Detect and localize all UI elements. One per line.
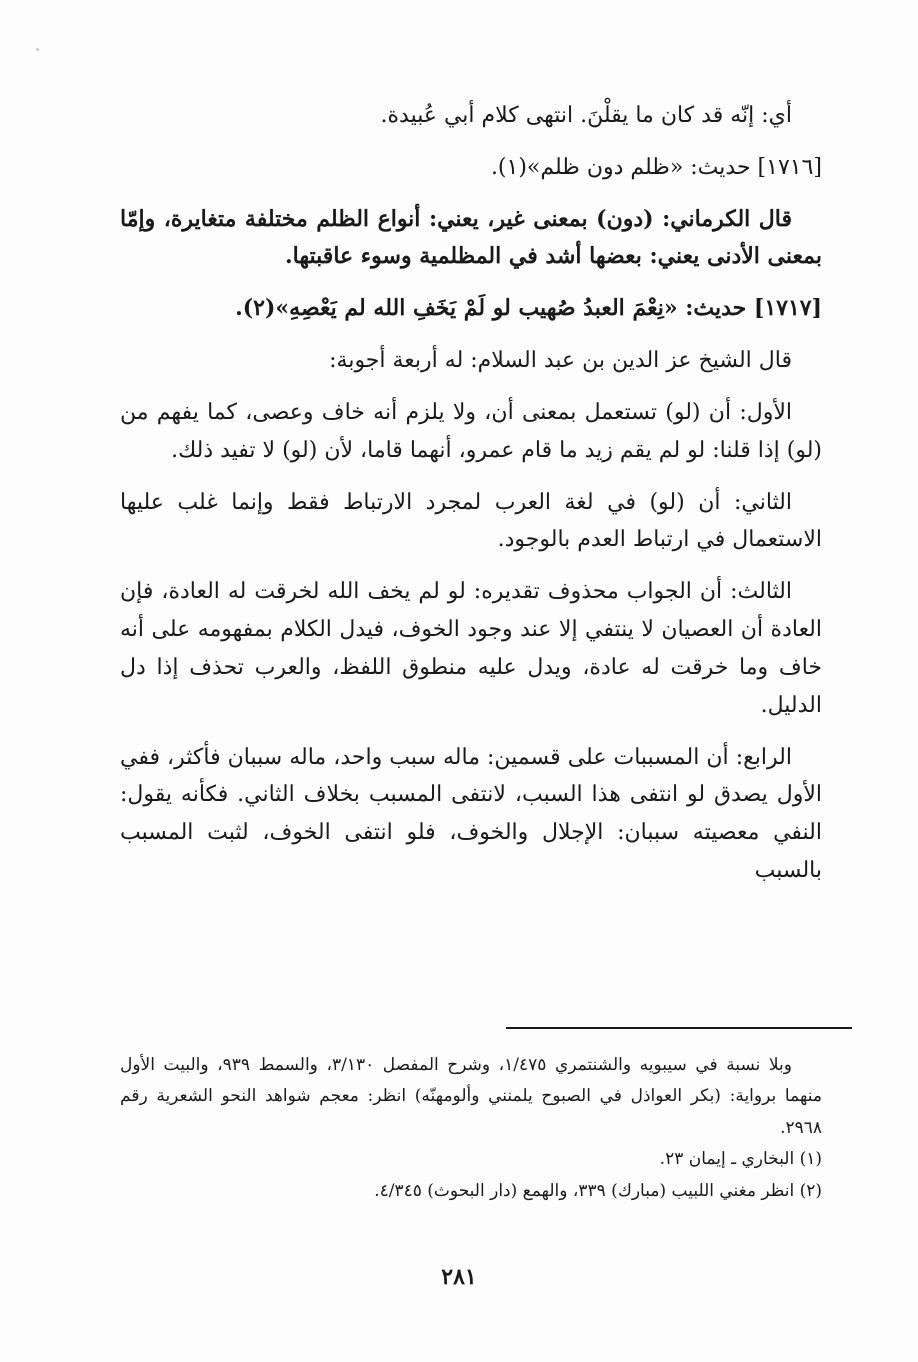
hadith-1716: [١٧١٦] حديث: «ظلم دون ظلم»(١). (490, 154, 822, 180)
paragraph-1: أي: إنّه قد كان ما يقلْنَ. انتهى كلام أبي عُبيدة. (380, 103, 792, 128)
footnote-divider (506, 1027, 852, 1029)
footnote-continued: وبلا نسبة في سيبويه والشنتمري ١/٤٧٥، وشرح المفصل ٣/١٣٠، والسمط ٩٣٩، والبيت الأول منهما برواية: (بكر العواذل في الصبوح يلمنني وألومهنّه) انظر: معجم شواهد النحو الشعرية رقم ٢٩٦٨. (120, 1055, 822, 1138)
answer-fourth: الرابع: أن المسببات على قسمين: ماله سبب واحد، ماله سببان فأكثر، ففي الأول يصدق لو انتفى هذا السبب، لانتفى المسبب بخلاف الثاني. فكأنه يقول: النفي معصيته سببان: الإجلال والخوف، فلو انتفى الخوف، لثبت المسبب بالسبب (120, 744, 822, 884)
footnote-1: (١) البخاري ـ إيمان ٢٣. (659, 1149, 822, 1170)
scan-speck (36, 48, 39, 51)
footnotes (120, 1050, 822, 1207)
paragraph-kirmani: قال الكرماني: (دون) بمعنى غير، يعني: أنواع الظلم مختلفة متغايرة، وإمّا بمعنى الأدنى يعني: بعضها أشد في المظلمية وسوء عاقبتها. (120, 205, 822, 270)
page-number: ٢٨١ (441, 1264, 477, 1290)
main-text (120, 97, 822, 890)
hadith-1717: [١٧١٧] حديث: «نِعْمَ العبدُ صُهيب لو لَمْ يَخَفِ الله لم يَعْصِهِ»(٢). (235, 295, 822, 322)
paragraph-izz-aldin: قال الشيخ عز الدين بن عبد السلام: له أربعة أجوبة: (329, 348, 792, 374)
footnote-2: (٢) انظر مغني اللبيب (مبارك) ٣٣٩، والهمع (دار البحوث) ٤/٣٤٥. (374, 1180, 822, 1201)
answer-third: الثالث: أن الجواب محذوف تقديره: لو لم يخف الله لخرقت له العادة، فإن العادة أن العصيان لا ينتفي إلا عند وجود الخوف، فيدل الكلام بمفهومه على أنه خاف وما خرقت له عادة، ويدل عليه منطوق اللفظ، والعرب تحذف إذا دل الدليل. (120, 579, 822, 718)
answer-second: الثاني: أن (لو) في لغة العرب لمجرد الارتباط فقط وإنما غلب عليها الاستعمال في ارتباط العدم بالوجود. (120, 489, 822, 553)
answer-first: الأول: أن (لو) تستعمل بمعنى أن، ولا يلزم أنه خاف وعصى، كما يفهم من (لو) إذا قلنا: لو لم يقم زيد ما قام عمرو، أنهما قاما، لأن (لو) لا تفيد ذلك. (120, 399, 822, 463)
